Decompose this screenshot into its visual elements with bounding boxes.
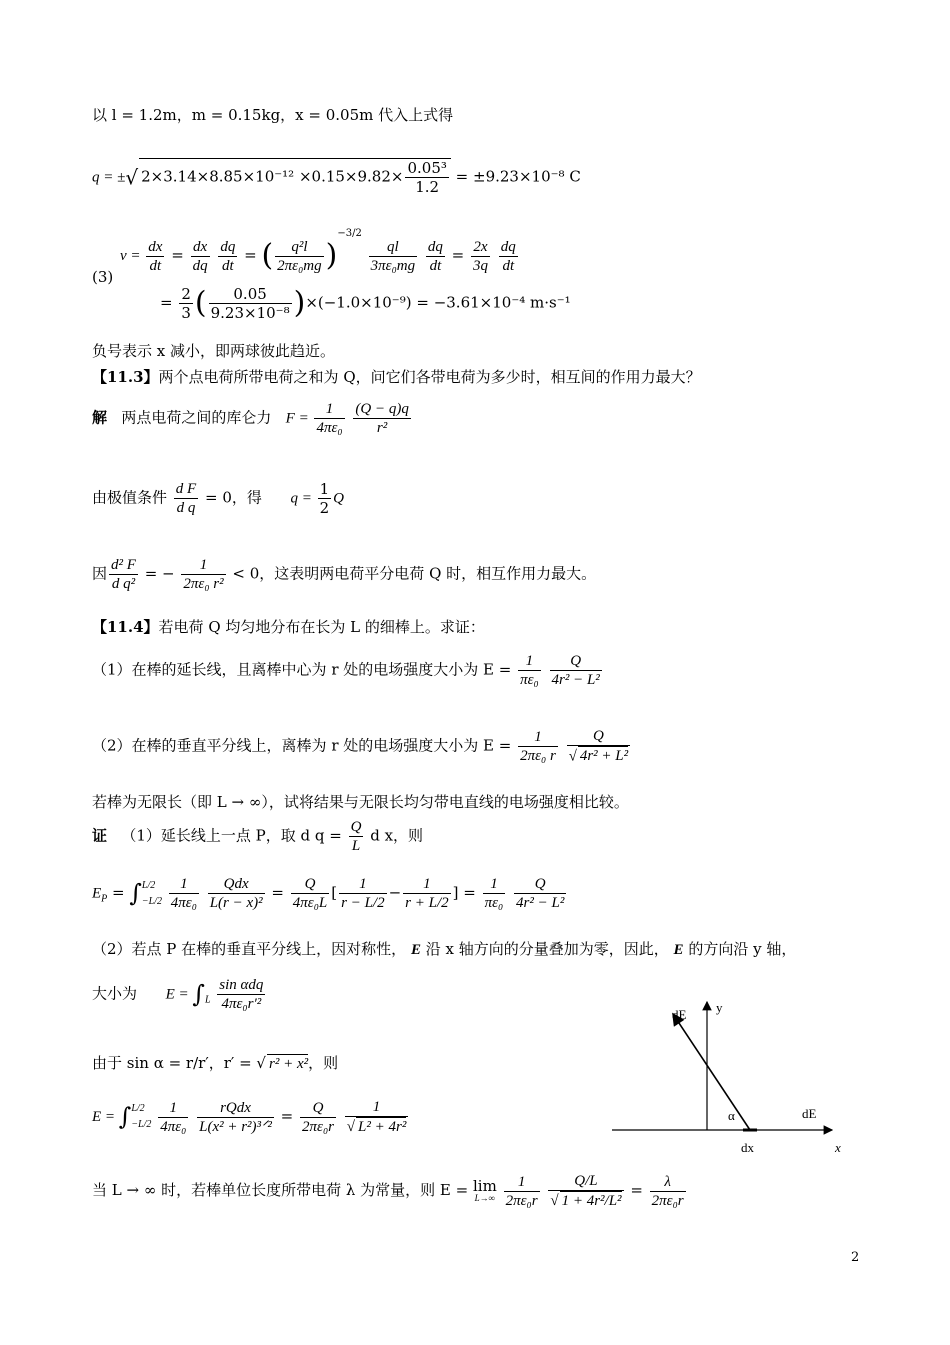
- denominator: 2πε₀r: [302, 1118, 334, 1135]
- velocity-formula: v = $\frac{dx}{dt}$ = $\frac{dx}{dq}$ $\frac{dq}{dt}$ = ( $\frac{\text{q²l}}{\text{2πε₀mg}}$ )$^{-3/2}$ $\frac{ql}{\text{3πε₀mg}}$ $\frac{dq}{dt}$ = $\frac{2x}{3q}$ $\frac{dq}{dt}$: [120, 228, 516, 274]
- second-derivative-line: [92, 556, 596, 593]
- fraction: [181, 556, 225, 593]
- denominator: 2πε₀mg: [277, 257, 322, 274]
- integral-sign: ∫: [192, 980, 205, 1009]
- denominator: dt: [429, 257, 442, 274]
- fraction: [191, 238, 210, 275]
- denominator: 4πε₀: [170, 895, 197, 911]
- sqrt-body: L² + 4r²: [358, 1119, 407, 1135]
- y-label: y: [716, 1000, 723, 1015]
- fraction: [217, 976, 265, 1013]
- integral-domain: L: [204, 994, 211, 1006]
- text: 两点电荷之间的库仑力: [121, 408, 272, 427]
- denominator: √ L² + 4r²: [346, 1119, 407, 1135]
- numerator: dq: [427, 238, 443, 255]
- integral-sign: ∫: [118, 1102, 132, 1131]
- denominator: dt: [149, 257, 162, 274]
- sqrt-body: r² + x²: [268, 1056, 309, 1072]
- fraction: [426, 238, 445, 275]
- denominator: 3: [181, 304, 191, 322]
- denominator: L(x² + r²)³ᐟ²: [199, 1118, 272, 1135]
- upper-limit: L/2: [131, 1103, 145, 1114]
- limit-operator: [473, 1178, 497, 1204]
- denominator: 2πε₀r: [505, 1192, 538, 1209]
- numerator: 0.05³: [407, 159, 447, 177]
- numerator: d² F: [111, 557, 136, 573]
- fraction: [158, 1099, 188, 1136]
- dx-label: dx: [741, 1140, 754, 1155]
- fraction: [197, 1099, 274, 1136]
- denominator: dt: [222, 257, 234, 274]
- numerator: 2x: [471, 238, 490, 257]
- numerator: 1: [319, 480, 330, 498]
- fraction: [218, 238, 237, 275]
- part-2-proof: [92, 940, 796, 959]
- denominator: πε₀: [520, 672, 539, 688]
- text: 的方向沿 y 轴，: [688, 940, 797, 958]
- vector-e: E: [673, 942, 684, 958]
- alpha-label: α: [728, 1108, 735, 1123]
- q-lhs: q =: [290, 490, 316, 507]
- numerator: Qdx: [208, 875, 265, 894]
- step-label: (3): [92, 268, 114, 286]
- numerator: rQdx: [197, 1099, 274, 1118]
- denominator: πε₀: [484, 895, 504, 911]
- v-lhs: v =: [120, 248, 145, 264]
- equals: =: [107, 883, 130, 902]
- fraction: [339, 875, 386, 912]
- numerator: 1: [158, 1099, 188, 1118]
- denominator: dt: [502, 257, 515, 274]
- text: （2）若点 P 在棒的垂直平分线上，因对称性，: [92, 940, 407, 958]
- infinite-rod-question: 若棒为无限长（即 L → ∞），试将结果与无限长均匀带电直线的电场强度相比较。: [92, 793, 629, 811]
- denominator: d q: [176, 500, 196, 516]
- denominator: 2πε₀ r: [520, 747, 556, 764]
- fraction: [109, 556, 138, 593]
- numerator: 0.05: [209, 285, 292, 304]
- numerator: ql: [369, 238, 417, 257]
- text: （2）在棒的垂直平分线上，离棒为 r 处的电场强度大小为 E =: [92, 736, 517, 755]
- text: 当 L → ∞ 时，若棒单位长度所带电荷 λ 为常量，则 E =: [92, 1181, 473, 1199]
- problem-tag: 【11.3】: [92, 368, 159, 386]
- numerator: Q: [350, 819, 362, 835]
- denominator: d q²: [111, 576, 136, 592]
- fraction: [314, 400, 344, 437]
- solution-label: 解: [92, 408, 108, 427]
- problem-text: 若电荷 Q 均匀地分布在长为 L 的细棒上。求证：: [158, 618, 485, 636]
- numerator: 1: [504, 1173, 540, 1192]
- q-symbol: Q: [333, 490, 345, 507]
- text: 由于 sin α = r/r′，r′ =: [92, 1054, 257, 1072]
- numerator: 1: [345, 1098, 409, 1117]
- fraction: [174, 480, 198, 517]
- denominator: L: [351, 838, 361, 854]
- denominator: 4πε₀r′²: [221, 996, 262, 1012]
- denominator: 2: [319, 499, 330, 517]
- numerator: q²l: [275, 238, 323, 257]
- denominator: 4πε₀: [160, 1118, 187, 1135]
- numerator: λ: [650, 1173, 686, 1192]
- denominator: 1.2: [415, 178, 440, 196]
- de-vector-arrow: [673, 1014, 750, 1130]
- text: < 0，这表明两电荷平分电荷 Q 时，相互作用力最大。: [232, 564, 597, 583]
- numerator: Q: [300, 1099, 336, 1118]
- sqrt-body: 1 + 4r²/L²: [561, 1193, 622, 1209]
- numerator: sin αdq: [219, 977, 264, 993]
- denominator: 4πε₀: [316, 420, 343, 436]
- e-symbol: E: [92, 885, 102, 902]
- sqrt-body: 4r² + L²: [579, 748, 629, 764]
- fraction: [403, 875, 450, 912]
- text: 由极值条件: [92, 488, 168, 507]
- formula-lhs: q = ±: [92, 169, 126, 186]
- denominator: 4r² − L²: [551, 672, 600, 688]
- sqrt-sign: √: [256, 1054, 266, 1072]
- numerator: 1: [181, 556, 225, 575]
- fraction: [345, 1098, 409, 1136]
- ep-integral: $E_P$ = ∫ L/2 −L/2 $\frac{1}{\text{4πε₀}}$ $\frac{\text{Qdx}}{\text{L(r − x)²}}$ = $\frac{Q}{\text{4πε₀L}}$ [ $\frac{1}{r - L/2}$ − $\frac{1}{r + L/2}$ ] = $\frac{1}{\text{πε₀}}$ $\frac{Q}{\text{4r² − L²}}$: [92, 876, 565, 911]
- extremum-condition: [92, 480, 344, 517]
- numerator: Q/L: [548, 1172, 623, 1191]
- fraction: [483, 875, 506, 912]
- upper-limit: L/2: [141, 879, 156, 891]
- e-lhs: E =: [92, 1109, 119, 1125]
- text: （1）在棒的延长线，且离棒中心为 r 处的电场强度大小为 E =: [92, 660, 517, 679]
- fraction: [504, 1173, 540, 1210]
- sine-relation: [92, 1054, 338, 1073]
- problem-11-3: [92, 368, 701, 386]
- text: = 0，得: [205, 488, 262, 507]
- text: 沿 x 轴方向的分量叠加为零，因此，: [425, 940, 669, 958]
- numerator: dq: [500, 238, 516, 255]
- text: = −: [144, 564, 175, 583]
- fraction: [146, 238, 164, 275]
- numerator: 1: [403, 875, 450, 894]
- fraction: [169, 875, 199, 912]
- fraction: [499, 238, 518, 275]
- text: 大小为: [92, 984, 138, 1003]
- exponent: −3/2: [337, 228, 362, 239]
- vector-e: E: [410, 942, 421, 958]
- fraction: [349, 818, 364, 855]
- numerator: dq: [220, 238, 236, 255]
- fraction: [567, 727, 631, 766]
- lower-limit: −L/2: [131, 1119, 152, 1130]
- denominator: 3πε₀mg: [370, 257, 416, 274]
- numerator: 1: [169, 875, 199, 894]
- problem-tag: 【11.4】: [92, 618, 159, 636]
- fraction: [291, 875, 329, 912]
- fraction: [514, 875, 566, 912]
- sqrt-body: [139, 158, 451, 196]
- text: d x，则: [370, 826, 424, 845]
- page-number: 2: [851, 1250, 860, 1265]
- problem-11-4: [92, 618, 485, 636]
- denominator: r − L/2: [341, 895, 385, 911]
- fraction: [548, 1172, 623, 1210]
- numerator: 1: [518, 728, 558, 747]
- velocity-result: = $\frac{2}{3}$ ( $\frac{0.05}{\text{9.23×10⁻⁸}}$ )×(−1.0×10⁻⁹) = −3.61×10⁻⁴ m·s⁻¹: [160, 285, 571, 322]
- sign-note: 负号表示 x 减小，即两球彼此趋近。: [92, 342, 335, 360]
- formula-rhs: = ±9.23×10⁻⁸ C: [455, 167, 581, 186]
- integral-sign: ∫: [129, 879, 142, 908]
- coulomb-force-line: [92, 400, 413, 437]
- lim: lim: [472, 1176, 497, 1195]
- fraction: [650, 1173, 686, 1210]
- numerator: Q: [514, 875, 566, 894]
- fraction: [405, 159, 448, 196]
- subscript: P: [101, 893, 108, 905]
- numerator: 1: [483, 875, 506, 894]
- numerator: d F: [175, 481, 197, 497]
- denominator: dq: [192, 257, 208, 274]
- de-top-label: dE: [672, 1007, 687, 1022]
- integral-limits: [131, 1101, 151, 1133]
- numerator: Q: [567, 727, 631, 746]
- de-right-label: dE: [802, 1106, 817, 1121]
- denominator: √ 1 + 4r²/L²: [550, 1193, 622, 1209]
- fraction: [300, 1099, 336, 1136]
- numerator: dx: [191, 238, 210, 257]
- fraction: [353, 400, 410, 437]
- part-1-statement: [92, 652, 604, 689]
- fraction: [208, 875, 265, 912]
- fraction: [518, 652, 541, 689]
- denominator: 2πε₀r: [651, 1192, 684, 1209]
- denominator: r + L/2: [405, 895, 449, 911]
- proof-start: [92, 818, 423, 855]
- denominator: 4πε₀L: [292, 895, 328, 911]
- numerator: Q: [291, 875, 329, 894]
- numerator: (Q − q)q: [355, 401, 409, 417]
- integral-limits: [142, 878, 162, 910]
- fraction: [471, 238, 490, 275]
- numerator: Q: [550, 652, 602, 671]
- fraction: [209, 285, 292, 322]
- x-label: x: [835, 1140, 841, 1155]
- text: ，则: [308, 1054, 339, 1072]
- force-lhs: F =: [285, 410, 313, 427]
- numerator: 2: [181, 285, 191, 303]
- substitution-line: 以 l = 1.2m，m = 0.15kg，x = 0.05m 代入上式得: [92, 106, 454, 124]
- numerator: 1: [339, 875, 386, 894]
- text: （1）延长线上一点 P，取 d q =: [121, 826, 347, 845]
- denominator: r²: [376, 420, 388, 436]
- lower-limit: −L/2: [141, 895, 162, 907]
- denominator: √ 4r² + L²: [568, 748, 629, 765]
- numerator: 1: [518, 652, 541, 671]
- result-text: ×(−1.0×10⁻⁹) = −3.61×10⁻⁴ m·s⁻¹: [305, 293, 571, 312]
- fraction: [179, 285, 193, 322]
- fraction: [369, 238, 417, 275]
- numerator: 1: [314, 400, 344, 419]
- charge-formula: [92, 158, 581, 196]
- denominator: 4r² − L²: [516, 895, 565, 911]
- limit-line: 当 L → ∞ 时，若棒单位长度所带电荷 λ 为常量，则 E = lim L→∞ $\frac{1}{\text{2πε₀r}}$ $\frac{Q/L}{\text{√ 1 + 4r²/L²}}$ = $\frac{\lambda}{\text{2πε₀r}}$: [92, 1173, 684, 1209]
- fraction: [550, 652, 602, 689]
- fraction: [275, 238, 323, 275]
- fraction: [318, 480, 332, 517]
- e-lhs: E =: [165, 986, 193, 1003]
- sqrt-text: 2×3.14×8.85×10⁻¹² ×0.15×9.82×: [141, 167, 404, 186]
- field-diagram: [600, 990, 860, 1165]
- denominator: 9.23×10⁻⁸: [210, 304, 290, 322]
- problem-text: 两个点电荷所带电荷之和为 Q，问它们各带电荷为多少时，相互间的作用力最大？: [158, 368, 701, 386]
- denominator: 3q: [473, 257, 489, 274]
- lim-subscript: L→∞: [474, 1193, 496, 1204]
- proof-label: 证: [92, 826, 108, 845]
- denominator: 2πε₀ r²: [183, 576, 224, 592]
- sqrt-sign: √: [125, 165, 139, 190]
- magnitude-integral: [92, 976, 267, 1013]
- part-2-statement: [92, 727, 632, 766]
- text: 因: [92, 564, 108, 583]
- numerator: dx: [148, 238, 163, 255]
- denominator: L(r − x)²: [209, 895, 263, 911]
- e-integral-result: E = ∫ L/2 −L/2 $\frac{1}{\text{4πε₀}}$ $\frac{\text{rQdx}}{\text{L(x² + r²)³ᐟ²}}$ = $\frac{Q}{\text{2πε₀r}}$ $\frac{1}{\text{√ L² + 4r²}}$: [92, 1099, 407, 1135]
- fraction: [518, 728, 558, 765]
